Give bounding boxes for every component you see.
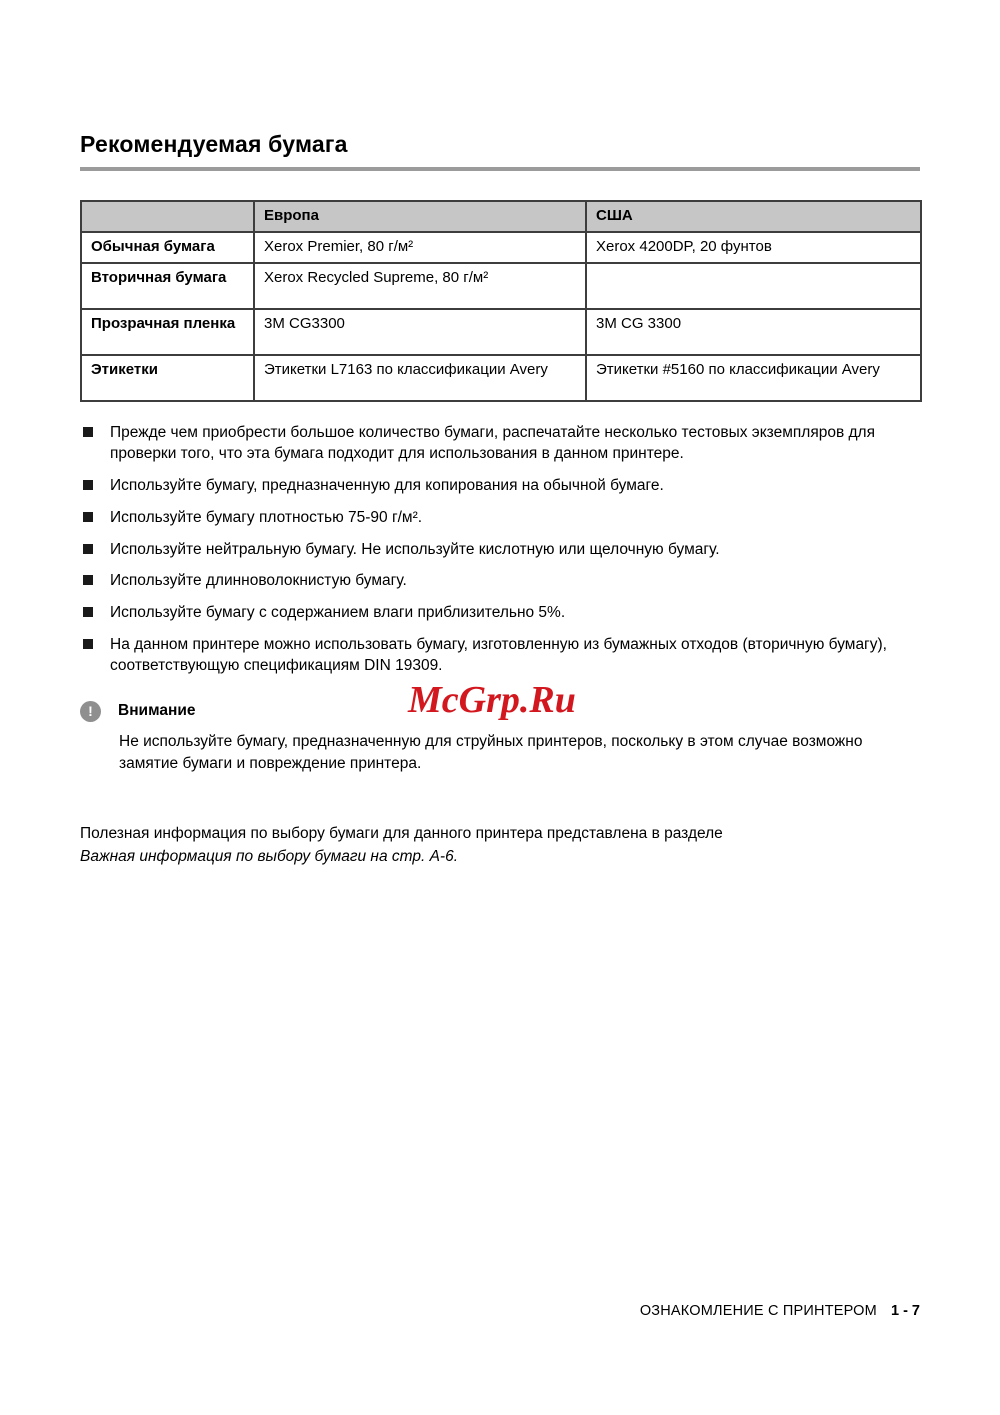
bullet-text: Используйте бумагу с содержанием влаги приблизительно 5%. xyxy=(110,603,566,621)
square-bullet-icon xyxy=(83,512,93,522)
header-empty-cell xyxy=(81,201,254,232)
square-bullet-icon xyxy=(83,639,93,649)
row-label: Обычная бумага xyxy=(91,237,215,255)
row-label-cell xyxy=(81,309,254,355)
row-label: Прозрачная пленка xyxy=(91,314,236,332)
table-row xyxy=(81,263,921,309)
table-row xyxy=(81,309,921,355)
bullet-text: Прежде чем приобрести большое количество бумаги, распечатайте несколько тестовых экземпляров для проверки того, что эта бумага подходит для использования в данном принтере. xyxy=(110,423,875,463)
list-item xyxy=(80,570,920,592)
list-item xyxy=(80,539,920,561)
europe-cell: Xerox Premier, 80 г/м² xyxy=(254,232,586,263)
bullet-text: Используйте бумагу, предназначенную для копирования на обычной бумаге. xyxy=(110,477,664,495)
bullet-text: Используйте нейтральную бумагу. Не используйте кислотную или щелочную бумагу. xyxy=(110,540,720,558)
page-title: Рекомендуемая бумага xyxy=(80,131,348,157)
header-usa-cell: США xyxy=(586,201,921,232)
square-bullet-icon xyxy=(83,544,93,554)
bullet-text: Используйте длинноволокнистую бумагу. xyxy=(110,572,407,590)
footer-page-number: 1 - 7 xyxy=(890,1303,920,1319)
usa-cell: Этикетки #5160 по классификации Avery xyxy=(586,355,921,401)
recommended-paper-table xyxy=(80,200,922,402)
closing-text: Полезная информация по выбору бумаги для данного принтера представлена в разделе xyxy=(80,824,723,842)
europe-cell: Этикетки L7163 по классификации Avery xyxy=(254,355,586,401)
row-label: Этикетки xyxy=(91,360,158,378)
usa-cell xyxy=(586,263,921,309)
row-label-cell xyxy=(81,355,254,401)
list-item xyxy=(80,634,920,677)
bullet-list xyxy=(80,422,920,677)
bullet-text: Используйте бумагу плотностью 75-90 г/м². xyxy=(110,508,423,526)
square-bullet-icon xyxy=(83,607,93,617)
usa-cell: Xerox 4200DP, 20 фунтов xyxy=(586,232,921,263)
table-row xyxy=(81,232,921,263)
closing-reference-italic: Важная информация по выбору бумаги на стр. A-6. xyxy=(80,848,459,866)
row-label-cell xyxy=(81,232,254,263)
list-item xyxy=(80,602,920,624)
row-label-cell xyxy=(81,263,254,309)
attention-body: Не используйте бумагу, предназначенную для струйных принтеров, поскольку в этом случае возможно замятие бумаги и повреждение принтера. xyxy=(119,732,863,773)
watermark-text: McGrp.Ru xyxy=(408,679,576,721)
square-bullet-icon xyxy=(83,427,93,437)
exclamation-icon: ! xyxy=(80,701,101,722)
table-row xyxy=(81,355,921,401)
row-label: Вторичная бумага xyxy=(91,268,227,286)
page-footer xyxy=(640,1303,920,1319)
list-item xyxy=(80,507,920,529)
europe-cell: 3M CG3300 xyxy=(254,309,586,355)
attention-note xyxy=(80,701,920,776)
square-bullet-icon xyxy=(83,575,93,585)
attention-title: Внимание xyxy=(118,702,196,720)
list-item xyxy=(80,475,920,497)
list-item xyxy=(80,422,920,465)
attention-header xyxy=(80,701,920,722)
closing-paragraph xyxy=(80,822,902,869)
footer-section-title: ОЗНАКОМЛЕНИЕ С ПРИНТЕРОМ xyxy=(639,1303,877,1319)
europe-cell: Xerox Recycled Supreme, 80 г/м² xyxy=(254,263,586,309)
square-bullet-icon xyxy=(83,480,93,490)
table-header-row xyxy=(81,201,921,232)
header-europe-cell: Европа xyxy=(254,201,586,232)
title-divider xyxy=(80,167,920,171)
usa-cell: 3M CG 3300 xyxy=(586,309,921,355)
bullet-text: На данном принтере можно использовать бумагу, изготовленную из бумажных отходов (вторичную бумагу), соответствующую спецификациям DIN 19309. xyxy=(110,635,887,675)
